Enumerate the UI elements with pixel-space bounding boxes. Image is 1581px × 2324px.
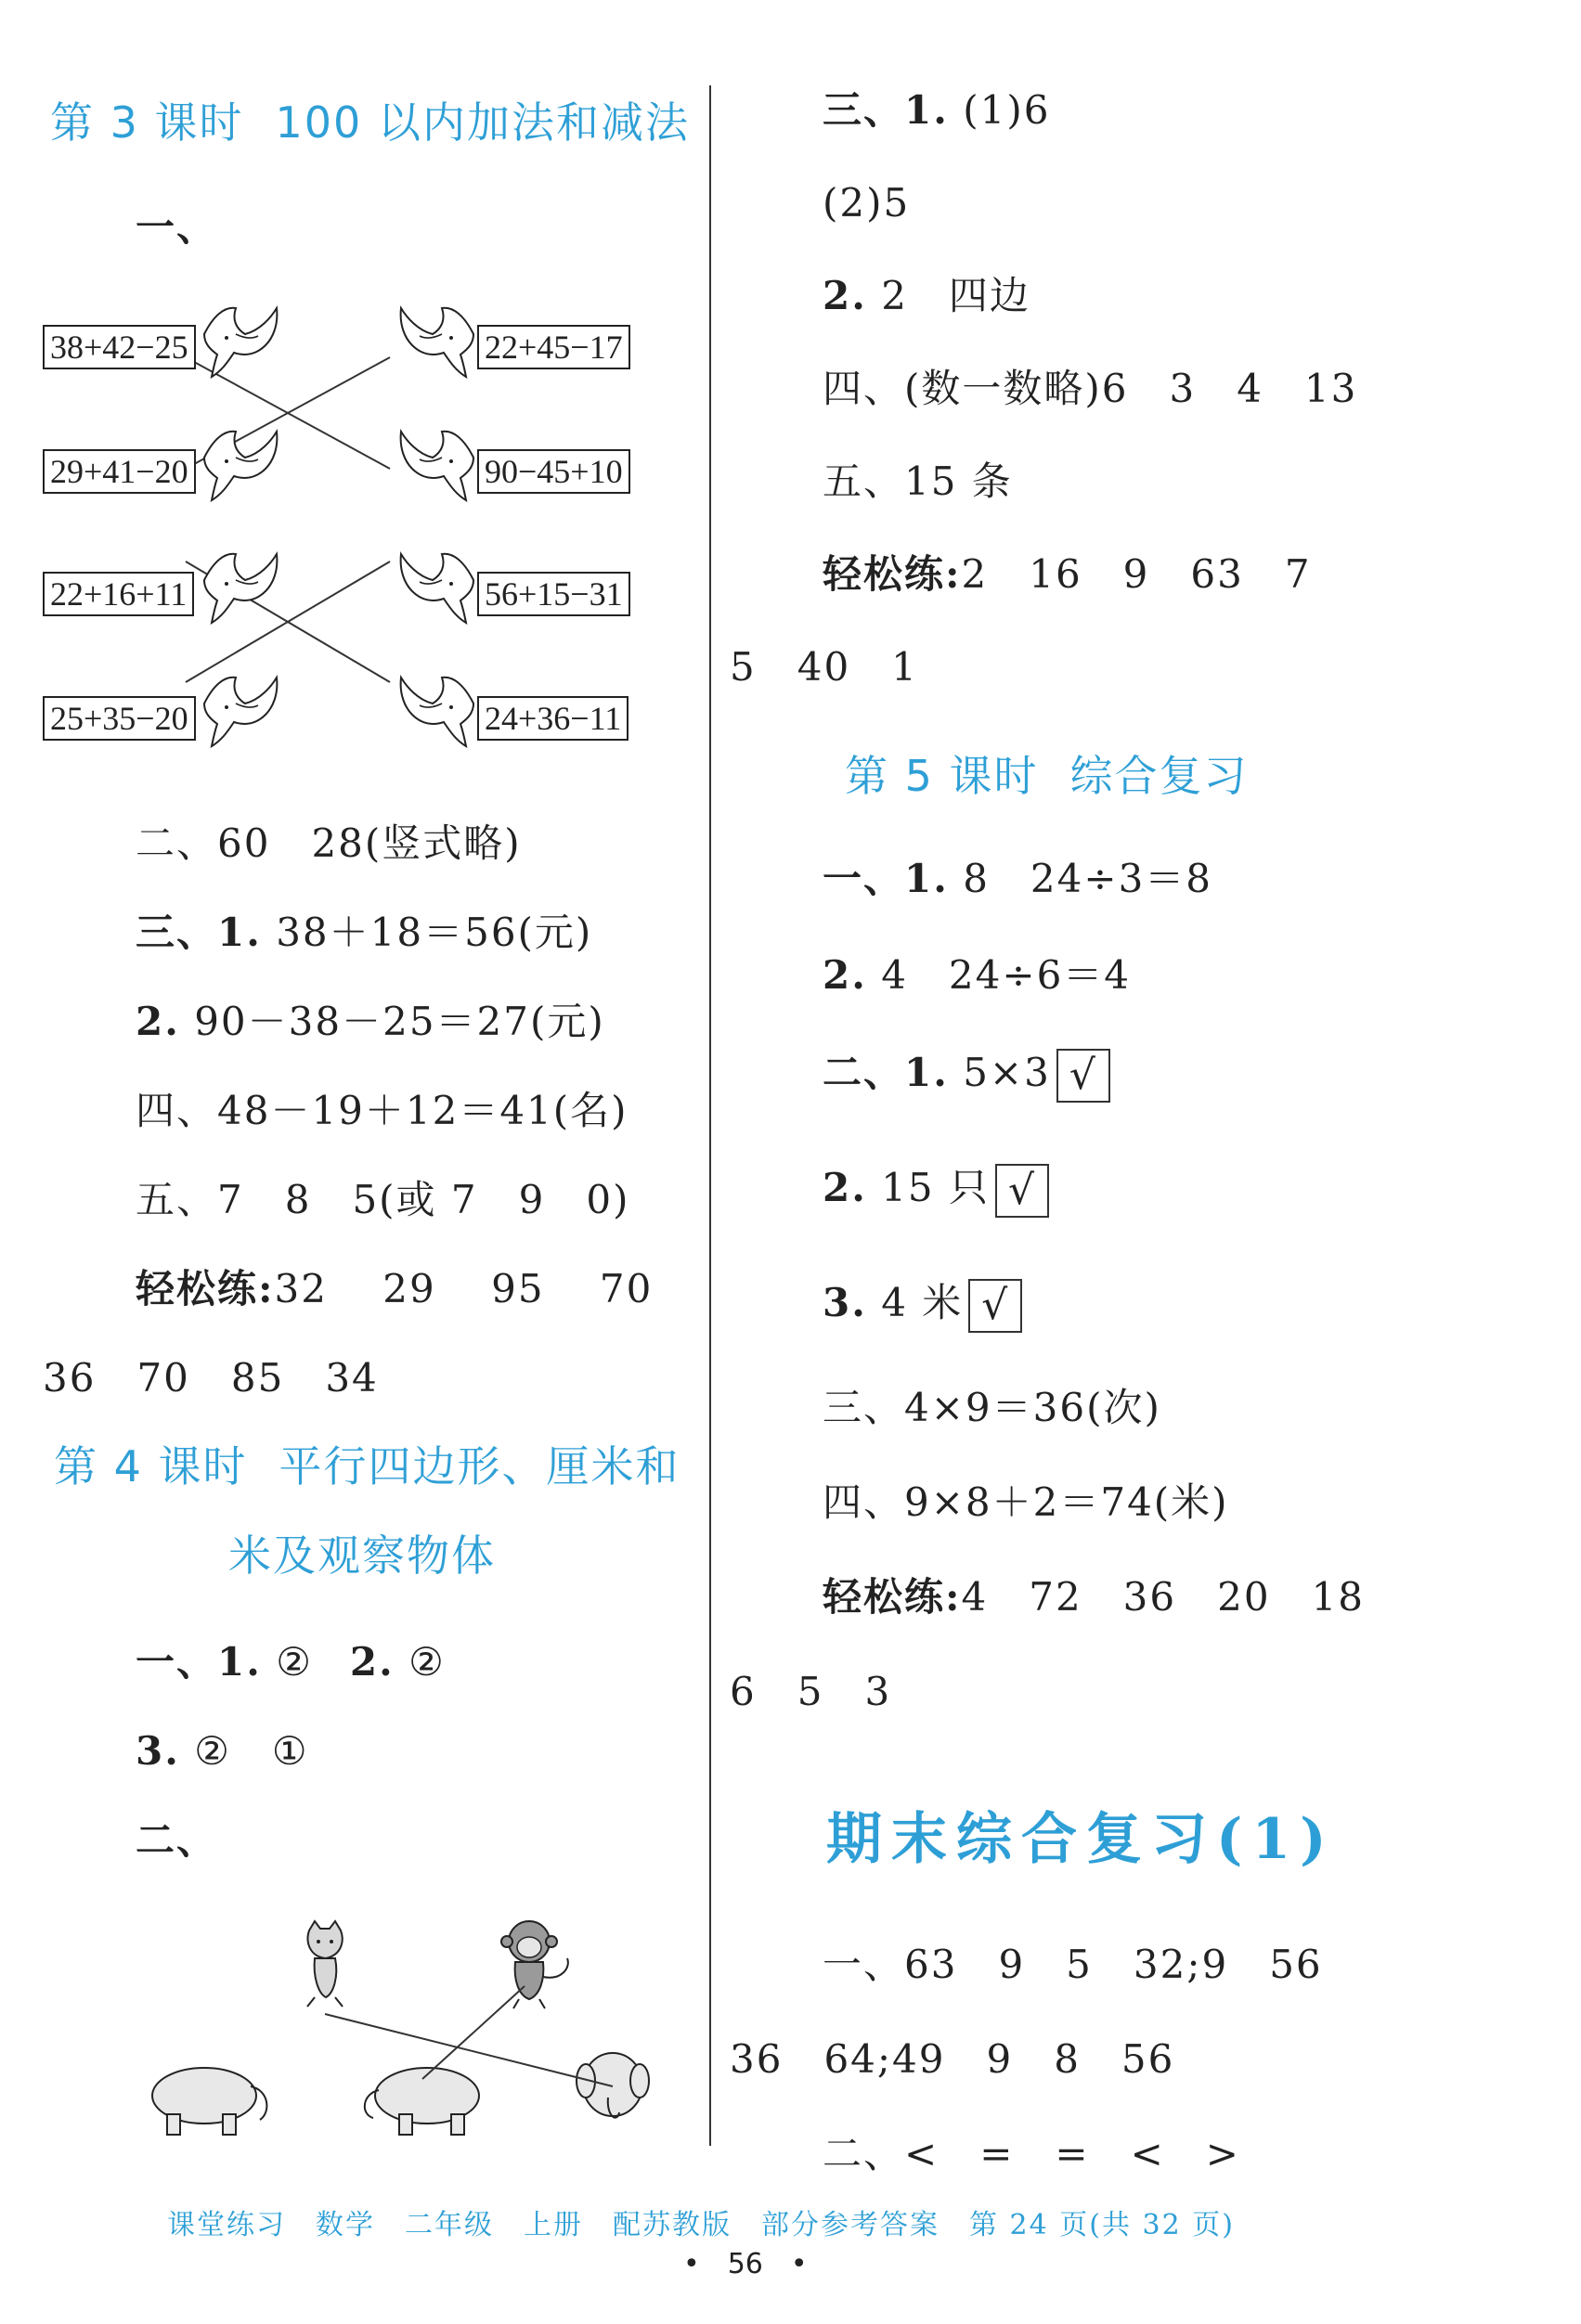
lesson5-title: 第 5 课时 综合复习 [845,751,1249,801]
lesson5-q4: 四、9×8＋2＝74(米) [823,1479,1229,1525]
equation-box: 56+15−31 [477,572,630,616]
equation-box: 29+41−20 [43,449,196,494]
equation-box: 22+45−17 [477,325,630,369]
equation-box: 38+42−25 [43,325,196,369]
equation-box: 22+16+11 [43,572,194,616]
lesson3-easy-practice-cont: 36 70 85 34 [43,1355,379,1401]
dove-icon [204,678,277,746]
elephant-icon [152,2068,266,2135]
animals-observation-figure [149,1893,687,2163]
right-q4: 四、(数一数略)6 3 4 13 [823,366,1358,411]
lesson4-q1-3: 3. ② ① [136,1728,309,1774]
final-review-title: 期末综合复习(1) [826,1807,1336,1872]
lesson3-q2: 二、60 28(竖式略) [136,820,522,866]
lesson5-q3: 三、4×9＝36(次) [823,1385,1161,1430]
final-q1: 一、63 9 5 32;9 56 [823,1942,1323,1987]
lesson5-q2-1: 二、1. 5×3 √ [823,1049,1110,1103]
check-mark-box: √ [1056,1049,1110,1103]
dove-icon [401,678,473,746]
dove-icon [401,432,473,500]
right-q3-2: 2. 2 四边 [823,273,1030,318]
lesson4-q1: 一、1. ② 2. ② [136,1639,446,1685]
lesson3-q4: 四、48－19＋12＝41(名) [136,1088,629,1133]
page-number: • 56 • [683,2248,808,2280]
column-divider [709,85,711,2146]
lesson5-easy-practice: 轻松练:4 72 36 20 18 [823,1574,1366,1620]
right-q5: 五、15 条 [823,458,1013,504]
right-q3-1: 三、1. (1)6 [823,87,1051,133]
match-line [422,1986,525,2079]
elephant-icon [577,2053,649,2118]
right-easy-practice: 轻松练:2 16 9 63 7 [823,551,1312,597]
lesson3-easy-practice: 轻松练:32 29 95 70 [136,1266,654,1311]
monkey-icon [501,1921,568,2008]
lesson5-q1-2: 2. 4 24÷6＝4 [823,952,1132,998]
lesson3-q1-label: 一、 [136,204,218,250]
equation-box: 25+35−20 [43,696,196,741]
dove-icon [401,554,473,623]
lesson3-q3-1: 三、1. 38＋18＝56(元) [136,910,593,955]
lesson3-q5: 五、7 8 5(或 7 9 0) [136,1177,630,1222]
dove-icon [204,554,277,623]
lesson4-title-cont: 米及观察物体 [228,1530,496,1581]
right-q3-1b: (2)5 [823,180,911,226]
cat-icon [307,1921,343,2007]
lesson4-q2-label: 二、 [136,1817,218,1863]
lesson3-title: 第 3 课时 100 以内加法和减法 [50,97,690,148]
lesson5-q2-2: 2. 15 只 √ [823,1164,1049,1218]
lesson5-q2-3: 3. 4 米 √ [823,1279,1022,1333]
elephant-icon [365,2068,479,2135]
final-q2: 二、< = = < > [823,2131,1240,2176]
check-mark-box: √ [968,1279,1022,1333]
dove-icon [401,308,473,377]
lesson4-title: 第 4 课时 平行四边形、厘米和 [54,1441,680,1491]
lesson5-easy-practice-cont: 6 5 3 [730,1669,892,1714]
footer-text: 课堂练习 数学 二年级 上册 配苏教版 部分参考答案 第 24 页(共 32 页) [167,2209,1235,2241]
dove-icon [204,308,277,377]
lesson5-q1-1: 一、1. 8 24÷3＝8 [823,856,1213,901]
dove-icon [204,432,277,500]
lesson3-q3-2: 2. 90－38－25＝27(元) [136,999,605,1044]
check-mark-box: √ [995,1164,1049,1218]
final-q1-cont: 36 64;49 9 8 56 [730,2036,1175,2082]
equation-box: 90−45+10 [477,449,630,494]
equation-box: 24+36−11 [477,696,629,741]
right-easy-practice-cont: 5 40 1 [730,644,918,690]
match-line [325,2014,613,2086]
